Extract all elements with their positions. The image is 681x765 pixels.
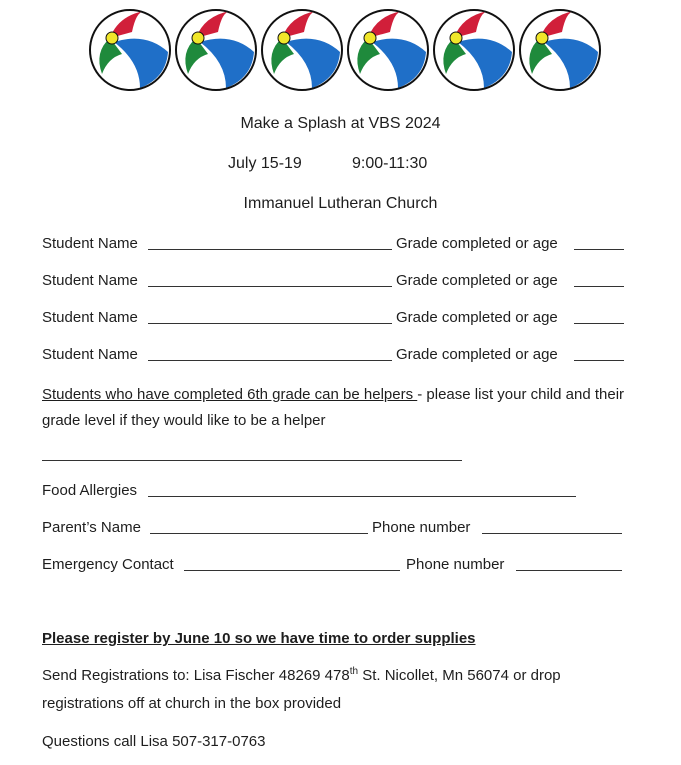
beach-ball-icon xyxy=(432,8,516,92)
ordinal-suffix: th xyxy=(349,666,359,677)
beach-ball-banner xyxy=(88,8,608,92)
beach-ball-icon xyxy=(346,8,430,92)
questions-contact: Questions call Lisa 507-317-0763 xyxy=(42,733,266,750)
student-name-label: Student Name xyxy=(42,309,138,326)
grade-blank[interactable] xyxy=(574,249,624,250)
church-name: Immanuel Lutheran Church xyxy=(243,195,438,212)
student-name-blank[interactable] xyxy=(148,323,392,324)
send-registrations xyxy=(42,662,642,718)
grade-blank[interactable] xyxy=(574,323,624,324)
student-name-blank[interactable] xyxy=(148,360,392,361)
beach-ball-icon xyxy=(260,8,344,92)
grade-label: Grade completed or age xyxy=(396,272,558,289)
student-name-label: Student Name xyxy=(42,346,138,363)
beach-ball-icon xyxy=(518,8,602,92)
grade-blank[interactable] xyxy=(574,360,624,361)
phone-label: Phone number xyxy=(372,519,471,536)
emergency-contact-label: Emergency Contact xyxy=(42,556,174,573)
beach-ball-icon xyxy=(88,8,172,92)
student-name-label: Student Name xyxy=(42,272,138,289)
beach-ball-icon xyxy=(174,8,258,92)
send-registrations-prefix: Send Registrations to: Lisa Fischer 48269 478 xyxy=(42,667,350,684)
event-time: 9:00-11:30 xyxy=(352,155,428,172)
food-allergies-label: Food Allergies xyxy=(42,482,138,499)
grade-blank[interactable] xyxy=(574,286,624,287)
send-registrations-suffix: St. Nicollet, Mn 56074 or drop registrations off at church in the box provided xyxy=(42,667,561,712)
emergency-phone-label: Phone number xyxy=(406,556,505,573)
event-title: Make a Splash at VBS 2024 xyxy=(240,115,441,132)
helper-blank[interactable] xyxy=(42,460,462,461)
emergency-contact-blank[interactable] xyxy=(184,570,400,571)
grade-label: Grade completed or age xyxy=(396,309,558,326)
food-allergies-blank[interactable] xyxy=(148,496,576,497)
phone-blank[interactable] xyxy=(482,533,622,534)
student-name-blank[interactable] xyxy=(148,286,392,287)
parent-name-label: Parent’s Name xyxy=(42,519,141,536)
grade-label: Grade completed or age xyxy=(396,235,558,252)
register-deadline: Please register by June 10 so we have time to order supplies xyxy=(42,630,476,647)
grade-label: Grade completed or age xyxy=(396,346,558,363)
helper-note-rest: - please list your child and their grade level if they would like to be a helper xyxy=(42,386,625,429)
emergency-phone-blank[interactable] xyxy=(516,570,622,571)
parent-name-blank[interactable] xyxy=(150,533,368,534)
event-dates: July 15-19 xyxy=(228,155,302,172)
student-name-label: Student Name xyxy=(42,235,138,252)
helper-note-underlined: Students who have completed 6th grade can be helpers xyxy=(42,386,418,403)
student-name-blank[interactable] xyxy=(148,249,392,250)
helper-note xyxy=(42,382,642,434)
